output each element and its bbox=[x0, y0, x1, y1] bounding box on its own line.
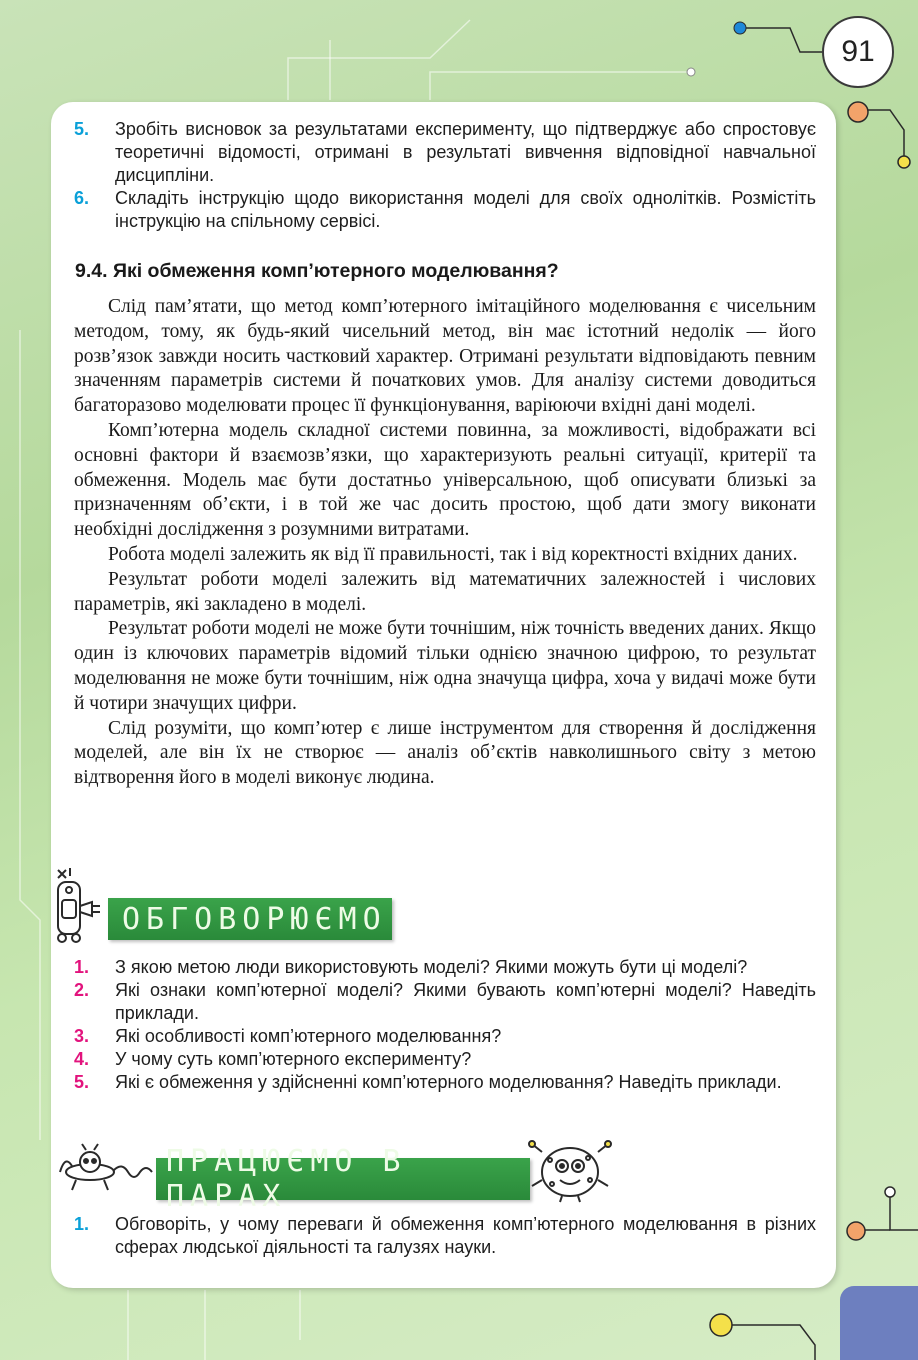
pairs-task-list bbox=[74, 1213, 816, 1259]
item-number: 1. bbox=[74, 957, 90, 977]
paragraph: Слід пам’ятати, що метод комп’ютерного імітаційного моделювання є чисельним методом, тому, як будь-який чисельний метод, він має істотний недолік — його розв’язок завжди носить частковий характер. Отримані результати відповідають певним значенням параметрів системи й початкових умов. Для аналізу системи доводиться багаторазово моделювати процес її функціонування, варіюючи вхідні дані моделі. bbox=[74, 296, 816, 417]
discuss-banner bbox=[108, 898, 392, 940]
list-item bbox=[74, 118, 816, 187]
item-text: Складіть інструкцію щодо використання моделі для своїх однолітків. Розмістіть інструкцію на спільному сервісі. bbox=[115, 188, 816, 231]
list-item bbox=[74, 956, 816, 979]
item-number: 5. bbox=[74, 1072, 90, 1092]
paragraph: Результат роботи моделі залежить від математичних залежностей і числових параметрів, які закладено в моделі. bbox=[74, 568, 816, 615]
list-item bbox=[74, 979, 816, 1025]
list-item bbox=[74, 1213, 816, 1259]
list-item bbox=[74, 1025, 816, 1048]
paragraph: Комп’ютерна модель складної системи повинна, за можливості, відображати всі основні фактори й взаємозв’язки, що характеризують реальні ситуації, критерії та обмеження. Модель має бути достатньо універсальною, щоб описувати близькі за призначенням об’єкти, і в той же час досить простою, щоб дати змогу виконати необхідні дослідження з розумними витратами. bbox=[74, 419, 816, 541]
item-number: 3. bbox=[74, 1026, 90, 1046]
item-text: Зробіть висновок за результатами експерименту, що підтверджує або спростовує теоретичні відомості, отримані в результаті вивчення відповідної навчальної дисципліни. bbox=[115, 119, 816, 185]
discussion-questions bbox=[74, 956, 816, 1094]
body-text bbox=[74, 295, 816, 791]
robot-wire-icon bbox=[56, 1142, 156, 1202]
page-corner-tab bbox=[840, 1286, 918, 1360]
list-item bbox=[74, 1071, 816, 1094]
discuss-banner-label: ОБГОВОРЮЄМО bbox=[122, 901, 387, 937]
page-number: 91 bbox=[822, 16, 894, 88]
item-text: Які є обмеження у здійсненні комп’ютерного моделювання? Наведіть приклади. bbox=[115, 1072, 782, 1092]
top-task-list bbox=[74, 118, 816, 233]
item-text: У чому суть комп’ютерного експерименту? bbox=[115, 1049, 472, 1069]
robot-icon bbox=[48, 866, 104, 946]
paragraph: Робота моделі залежить як від її правильності, так і від коректності вхідних даних. bbox=[108, 543, 798, 565]
pairs-banner bbox=[156, 1144, 530, 1214]
item-text: З якою метою люди використовують моделі? Якими можуть бути ці моделі? bbox=[115, 957, 748, 977]
monster-icon bbox=[528, 1140, 612, 1204]
pairs-banner-label: ПРАЦЮЄМО В ПАРАХ bbox=[166, 1144, 407, 1214]
list-item bbox=[74, 187, 816, 233]
item-text: Обговоріть, у чому переваги й обмеження комп’ютерного моделювання в різних сферах людської діяльності та галузях науки. bbox=[115, 1214, 816, 1257]
paragraph: Слід розуміти, що комп’ютер є лише інструментом для створення й дослідження моделей, але він їх не створює — аналіз об’єктів навколишнього світу з метою відтворення його в моделі виконує людина. bbox=[74, 717, 816, 789]
item-number: 2. bbox=[74, 980, 90, 1000]
list-item bbox=[74, 1048, 816, 1071]
item-number: 5. bbox=[74, 119, 90, 139]
section-heading: 9.4. Які обмеження комп’ютерного моделювання? bbox=[75, 260, 559, 282]
item-number: 1. bbox=[74, 1214, 90, 1234]
item-number: 6. bbox=[74, 188, 90, 208]
paragraph: Результат роботи моделі не може бути точнішим, ніж точність введених даних. Якщо один із ключових параметрів відомий тільки однією значною цифрою, то результат моделювання не може бути точнішим, ніж одна значуща цифра, хоча у видачі може бути й чотири значущих цифри. bbox=[74, 618, 816, 714]
item-text: Які ознаки комп’ютерної моделі? Якими бувають комп’ютерні моделі? Наведіть приклади. bbox=[115, 980, 816, 1023]
item-text: Які особливості комп’ютерного моделювання? bbox=[115, 1026, 502, 1046]
item-number: 4. bbox=[74, 1049, 90, 1069]
